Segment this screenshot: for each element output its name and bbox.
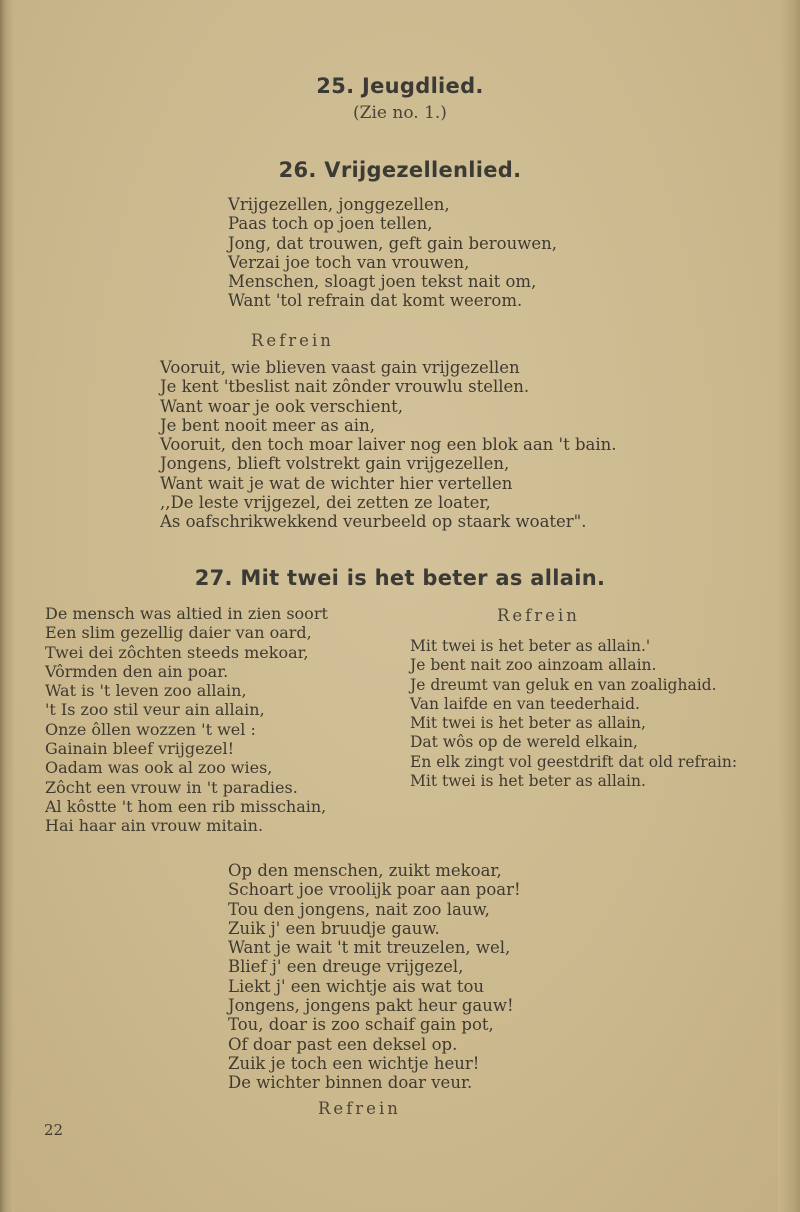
song-26-refrain-label: Refrein xyxy=(251,331,334,350)
verse-line: Onze ôllen wozzen 't wel : xyxy=(45,719,256,739)
verse-line: Paas toch op joen tellen, xyxy=(228,214,433,234)
song-27-refrain-label: Refrein xyxy=(497,606,580,625)
refrain-line: Mit twei is het beter as allain. xyxy=(410,772,646,791)
verse-line: Gainain bleef vrijgezel! xyxy=(45,739,235,759)
verse-line: Vrijgezellen, jonggezellen, xyxy=(228,195,450,214)
refrain-line: Mit twei is het beter as allain.' xyxy=(410,637,651,655)
page-number: 22 xyxy=(44,1121,64,1139)
verse-line: Jong, dat trouwen, geft gain berouwen, xyxy=(228,233,557,253)
verse-line: Verzai joe toch van vrouwen, xyxy=(228,252,470,272)
verse-line: Hai haar ain vrouw mitain. xyxy=(45,816,264,836)
verse-line: Tou, doar is zoo schaif gain pot, xyxy=(228,1015,494,1035)
verse-line: Wat is 't leven zoo allain, xyxy=(45,681,247,701)
refrain-line: Van laifde en van teederhaid. xyxy=(410,694,640,713)
verse-line: Oadam was ook al zoo wies, xyxy=(45,758,273,778)
verse-line: Vôrmden den ain poar. xyxy=(45,661,229,681)
refrain-line: Want wait je wat de wichter hier vertellen xyxy=(160,473,513,493)
refrain-line: Jongens, blieft volstrekt gain vrijgezellen, xyxy=(160,454,510,474)
refrain-line: ,,De leste vrijgezel, dei zetten ze loater, xyxy=(160,493,491,513)
song-26-refrain xyxy=(160,358,617,532)
verse-line: Menschen, sloagt joen tekst nait om, xyxy=(228,272,537,292)
verse-line: Want 'tol refrain dat komt weerom. xyxy=(228,291,523,311)
refrain-line: Dat wôs op de wereld elkain, xyxy=(410,733,638,752)
verse-line: Op den menschen, zuikt mekoar, xyxy=(228,861,502,880)
song-27-verse-2 xyxy=(228,861,521,1093)
refrain-line: Je dreumt van geluk en van zoalighaid. xyxy=(410,675,717,694)
song-27-refrain xyxy=(410,637,737,791)
verse-line: Blief j' een dreuge vrijgezel, xyxy=(228,957,464,977)
song-27-title: 27. Mit twei is het beter as allain. xyxy=(194,566,606,590)
refrain-line: Mit twei is het beter as allain, xyxy=(410,714,646,733)
verse-line: De mensch was altied in zien soort xyxy=(45,604,328,623)
refrain-line: Je bent nait zoo ainzoam allain. xyxy=(410,656,657,675)
song-25-title: 25. Jeugdlied. xyxy=(316,74,484,98)
verse-line: Tou den jongens, nait zoo lauw, xyxy=(228,899,490,919)
verse-line: Jongens, jongens pakt heur gauw! xyxy=(228,996,514,1016)
verse-line: Zôcht een vrouw in 't paradies. xyxy=(45,777,298,797)
refrain-line: Je kent 'tbeslist nait zônder vrouwlu stellen. xyxy=(160,377,530,397)
refrain-line: En elk zingt vol geestdrift dat old refrain: xyxy=(410,752,738,771)
song-27-verse-left xyxy=(45,604,328,836)
refrain-line: Want woar je ook verschient, xyxy=(160,396,403,416)
verse-line: Zuik je toch een wichtje heur! xyxy=(228,1053,480,1073)
refrain-line: Vooruit, wie blieven vaast gain vrijgezellen xyxy=(160,358,520,377)
verse-line: Want je wait 't mit treuzelen, wel, xyxy=(228,938,511,958)
verse-line: Een slim gezellig daier van oard, xyxy=(45,623,312,643)
verse-line: Schoart joe vroolijk poar aan poar! xyxy=(228,880,521,900)
verse-line: 't Is zoo stil veur ain allain, xyxy=(45,700,265,720)
verse-line: Liekt j' een wichtje ais wat tou xyxy=(228,976,485,996)
refrain-line: As oafschrikwekkend veurbeeld op staark woater". xyxy=(160,512,587,532)
verse-line: Zuik j' een bruudje gauw. xyxy=(228,918,440,938)
verse-line: Twei dei zôchten steeds mekoar, xyxy=(45,642,309,662)
song-27-refrain-label-2: Refrein xyxy=(318,1099,401,1118)
refrain-line: Je bent nooit meer as ain, xyxy=(160,415,375,435)
verse-line: Of doar past een deksel op. xyxy=(228,1034,458,1054)
verse-line: De wichter binnen doar veur. xyxy=(228,1073,473,1093)
verse-line: Al kôstte 't hom een rib misschain, xyxy=(45,796,327,816)
refrain-line: Vooruit, den toch moar laiver nog een blok aan 't bain. xyxy=(160,435,617,455)
song-26-title: 26. Vrijgezellenlied. xyxy=(278,158,522,182)
song-26-verse xyxy=(228,195,557,311)
song-25-subtitle: (Zie no. 1.) xyxy=(353,103,447,123)
